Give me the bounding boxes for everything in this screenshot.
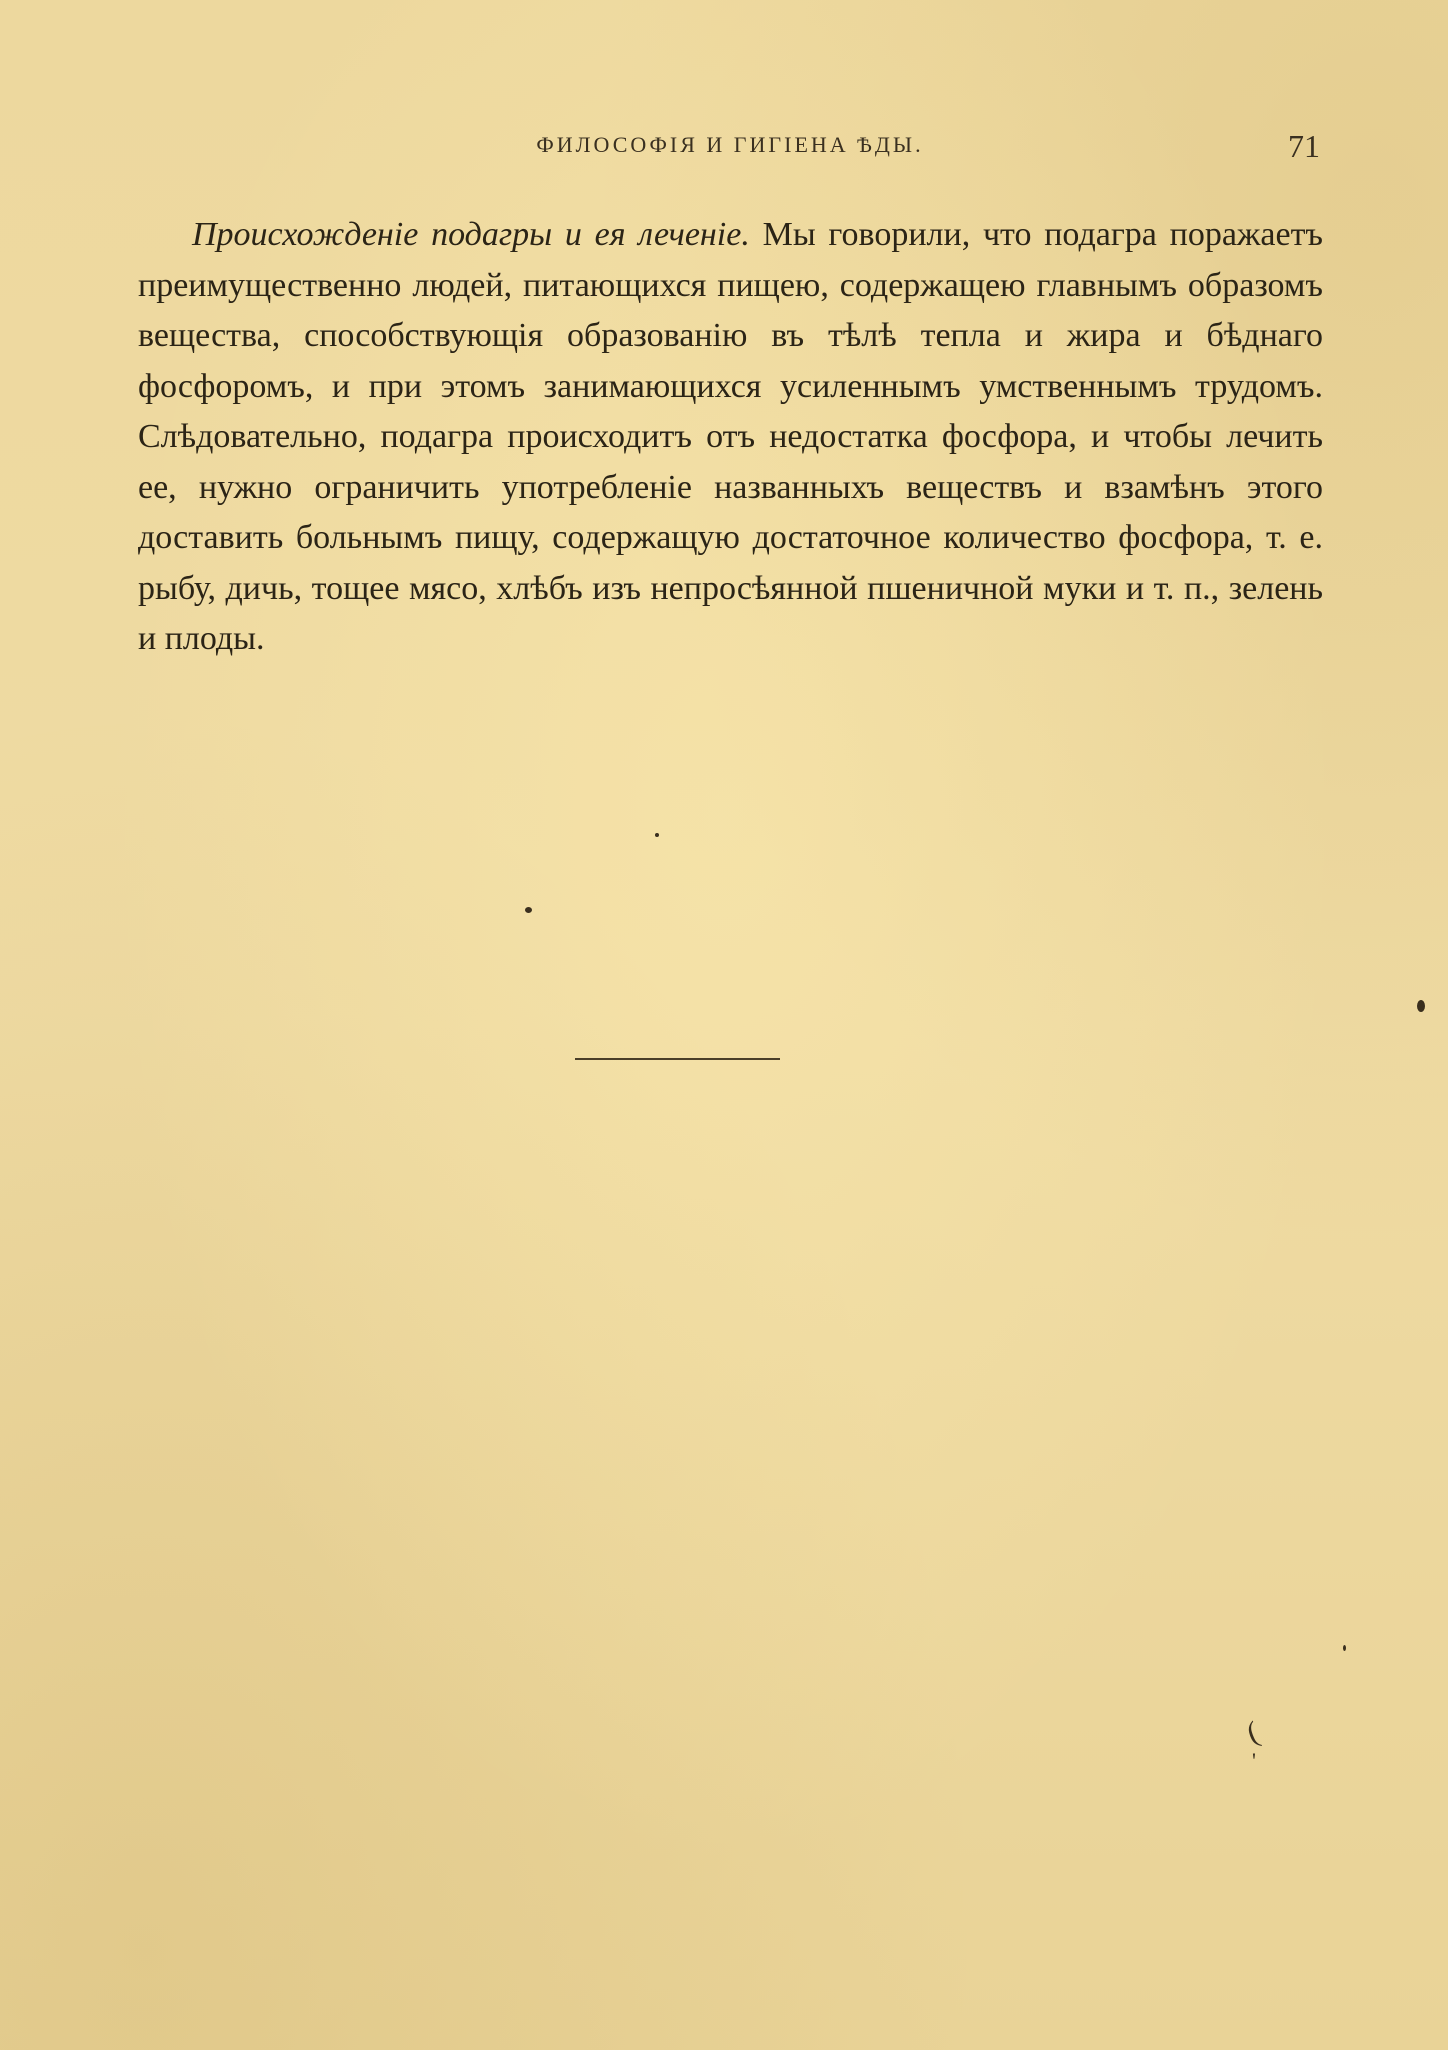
- pencil-mark: (: [1242, 1715, 1264, 1750]
- section-divider: [575, 1058, 780, 1060]
- paragraph-text: Мы говорили, что подагра поражаетъ преимущественно людей, питающихся пищею, содержащею главнымъ образомъ вещества, способствующія образованію въ тѣлѣ тепла и жира и бѣднаго фосфоромъ, и при этомъ занимающихся усиленнымъ умственнымъ трудомъ. Слѣдовательно, подагра происходитъ отъ недостатка фосфора, и чтобы лечить ее, нужно ограничить употребленіе названныхъ веществъ и взамѣнъ этого доставить больнымъ пищу, содержащую достаточное количество фосфора, т. е. рыбу, дичь, тощее мясо, хлѣбъ изъ непросѣянной пшеничной муки и т. п., зелень и плоды.: [138, 216, 1324, 657]
- body-paragraph: [138, 210, 1323, 665]
- pencil-mark: ': [1252, 1748, 1256, 1773]
- ink-speck: [655, 833, 659, 837]
- page-header: [140, 128, 1320, 168]
- running-title: ФИЛОСОФІЯ И ГИГІЕНА ѢДЫ.: [536, 132, 924, 157]
- ink-speck: [1417, 1000, 1425, 1012]
- section-heading-inline: Происхожденіе подагры и ея леченіе.: [192, 216, 750, 253]
- ink-speck: [525, 907, 532, 913]
- page-number: 71: [1288, 128, 1320, 164]
- ink-speck: [1343, 1645, 1346, 1651]
